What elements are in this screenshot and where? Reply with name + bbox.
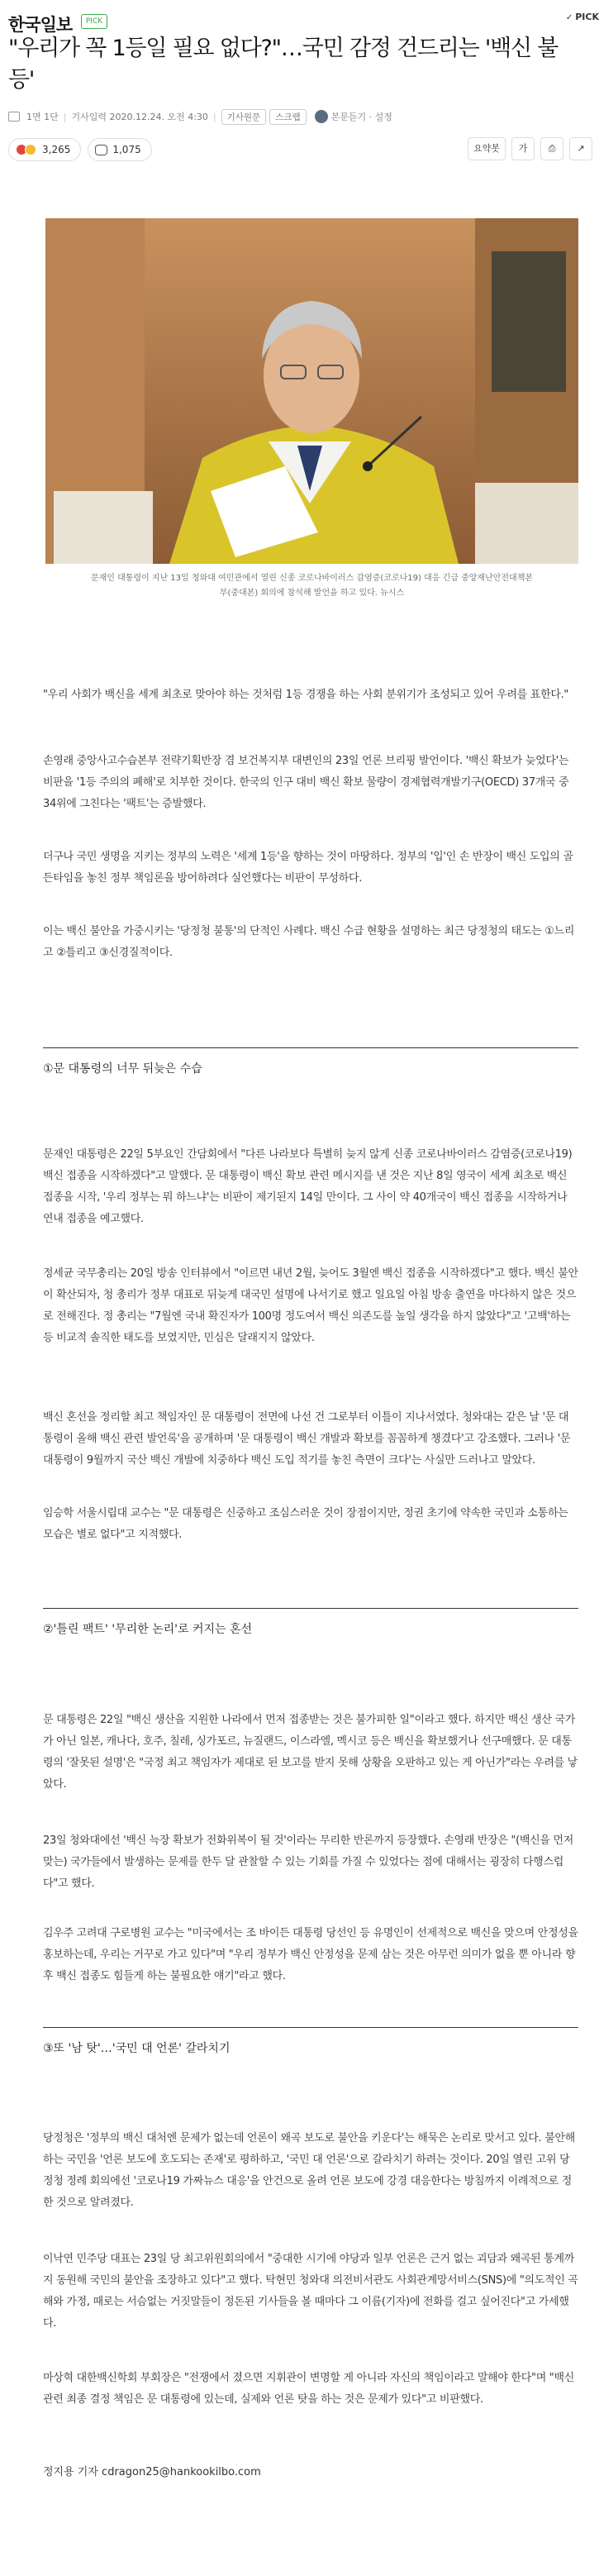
paragraph: 손영래 중앙사고수습본부 전략기획반장 겸 보건복지부 대변인의 23일 언론 브리핑 발언이다. '백신 확보가 늦었다'는 비판을 '1등 주의의 폐해'로 치부한 것이다. 한국의 인구 대비 백신 확보 물량이 경제협력개발기구(OECD) 37개국 중 34위에 그친다는 '팩트'는 증발했다. — [43, 755, 569, 810]
president-photo-illustration — [45, 218, 578, 564]
original-article-button[interactable]: 기사원문 — [221, 109, 267, 125]
paragraph: "우리 사회가 백신을 세계 최초로 맞아야 하는 것처럼 1등 경쟁을 하는 사회 분위기가 조성되고 있어 우려를 표한다." — [43, 689, 569, 701]
reporter-byline[interactable]: 정지용 기자 cdragon25@hankookilbo.com — [43, 2466, 261, 2478]
reaction-button[interactable] — [8, 138, 81, 161]
article-photo — [45, 218, 578, 564]
comment-icon — [95, 145, 107, 155]
listen-button[interactable]: 본문듣기 · 설정 — [330, 112, 392, 122]
font-size-button[interactable]: 가 — [511, 137, 535, 160]
paragraph: 이낙연 민주당 대표는 23일 당 최고위원회의에서 "중대한 시기에 야당과 일부 언론은 근거 없는 괴담과 왜곡된 통계까지 동원해 국민의 불안을 조장하고 있다"고 했다. 탁현민 청와대 의전비서관도 사회관계망서비스(SNS)에 "의도적인 곡해와 가정, 때로는 서슴없는 거짓말들이 정돈된 기사들을 볼 때마다 그 이름(기자)에 전화를 걸고 싶어진다"고 가세했다. — [43, 2253, 578, 2330]
scrap-button[interactable]: 스크랩 — [269, 109, 306, 125]
pick-text: PICK — [575, 12, 599, 22]
photo-caption — [45, 571, 578, 601]
caption-line-2: 부(중대본) 회의에 참석해 발언을 하고 있다. 뉴시스 — [219, 589, 405, 598]
paragraph: 마상혁 대한백신학회 부회장은 "전쟁에서 졌으면 지휘관이 변명할 게 아니라 자신의 책임이라고 말해야 한다"며 "백신 관련 최종 결정 책임은 문 대통령에 있는데, 실제와 언론 탓을 하는 것은 문제가 있다"고 비판했다. — [43, 2372, 574, 2406]
pick-badge-icon: PICK — [81, 14, 107, 29]
section-divider — [43, 2027, 578, 2028]
paragraph: 이는 백신 불안을 가중시키는 '당정청 불통'의 단적인 사례다. 백신 수급 현황을 설명하는 최근 당정청의 태도는 ①느리고 ②틀리고 ③신경질적이다. — [43, 925, 575, 959]
paragraph: 정세균 국무총리는 20일 방송 인터뷰에서 "이르면 내년 2월, 늦어도 3월엔 백신 접종을 시작하겠다"고 했다. 백신 불안이 확산되자, 청 총리가 정부 대표로 뒤늦게 대국민 설명에 나서기로 했고 일요일 아침 방송 출연을 마다하지 않은 것으로 전해진다. 정 총리는 "7월엔 국내 확진자가 100명 정도여서 백신 의존도를 높일 생각을 하지 않았다"고 '고백'하는 등 비교적 솔직한 태도를 보였지만, 민심은 달래지지 않았다. — [43, 1267, 578, 1344]
paragraph: 임승학 서울시립대 교수는 "문 대통령은 신중하고 조심스러운 것이 장점이지만, 정권 초기에 약속한 국민과 소통하는 모습은 별로 없다"고 지적했다. — [43, 1507, 568, 1541]
section-heading: ②'틀린 팩트' '무리한 논리'로 커지는 혼선 — [43, 1623, 253, 1636]
paragraph: 문재인 대통령은 22일 5부요인 간담회에서 "다른 나라보다 특별히 늦지 않게 신종 코로나바이러스 감염증(코로나19) 백신 접종을 시작하겠다"고 말했다. 문 대통령이 백신 확보 관련 메시지를 낸 것은 지난 8일 영국이 세계 최초로 백신 접종을 시작, '우리 정부는 뭐 하느냐'는 비판이 제기된지 14일 만이다. 그 사이 약 40개국이 백신 접종을 시작하거나 연내 접종을 예고했다. — [43, 1148, 573, 1225]
print-button[interactable]: ⎙ — [540, 137, 563, 160]
title-line-2: 등' — [8, 67, 35, 93]
comment-count: 1,075 — [112, 144, 141, 155]
publish-date: 기사입력 2020.12.24. 오전 4:30 — [71, 112, 208, 122]
section-divider — [43, 1047, 578, 1048]
paragraph: 더구나 국민 생명을 지키는 정부의 노력은 '세계 1등'을 향하는 것이 마땅하다. 정부의 '입'인 손 반장이 백신 도입의 골든타임을 놓친 정부 책임론을 방어하려다 실언했다는 비판이 무성하다. — [43, 851, 573, 885]
newspaper-icon — [8, 112, 20, 122]
section-heading: ①문 대통령의 너무 뒤늦은 수습 — [43, 1062, 202, 1076]
summary-bot-button[interactable]: 요약봇 — [468, 137, 506, 160]
reaction-bar — [8, 137, 159, 162]
title-line-1: "우리가 꼭 1등일 필요 없다?"…국민 감정 건드리는 '백신 불 — [8, 36, 559, 61]
article-header — [0, 0, 599, 116]
paragraph: 김우주 고려대 구로병원 교수는 "미국에서는 조 바이든 대통령 당선인 등 유명인이 선제적으로 백신을 맞으며 안정성을 홍보하는데, 우리는 거꾸로 가고 있다"며 "우리 정부가 백신 안정성을 문제 삼는 것은 아무런 의미가 없을 뿐 아니라 향후 백신 접종도 힘들게 하는 불필요한 얘기"라고 했다. — [43, 1927, 578, 1982]
section-heading: ③또 '남 탓'…'국민 대 언론' 갈라치기 — [43, 2042, 231, 2055]
speaker-icon — [315, 110, 328, 123]
article-meta — [8, 108, 392, 125]
caption-line-1: 문재인 대통령이 지난 13일 청와대 여민관에서 열린 신종 코로나바이러스 감염증(코로나19) 대응 긴급 중앙재난안전대책본 — [90, 574, 534, 583]
pick-label[interactable] — [566, 12, 599, 22]
paragraph: 문 대통령은 22일 "백신 생산을 지원한 나라에서 먼저 접종받는 것은 불가피한 일"이라고 했다. 하지만 백신 생산 국가가 아닌 일본, 캐나다, 호주, 칠레, 싱가포르, 뉴질랜드, 이스라엘, 멕시코 등은 백신을 확보했거나 선구매했다. 문 대통령의 '잘못된 설명'은 "국정 최고 책임자가 제대로 된 보고를 받지 못해 상황을 오판하고 있는 게 아닌가"라는 우려를 낳았다. — [43, 1714, 578, 1791]
chevron-icon: ✓ — [565, 13, 573, 22]
paragraph: 23일 청와대에선 '백신 늑장 확보가 전화위복이 될 것'이라는 무리한 반론까지 등장했다. 손영래 반장은 "(백신을 먼저 맞는) 국가들에서 발생하는 문제를 한두 달 관찰할 수 있는 기회를 가질 수 있었다는 점에 대해서는 굉장히 다행스럽다"고 했다. — [43, 1834, 574, 1890]
section-divider — [43, 1608, 578, 1609]
smile-emoji-icon — [25, 144, 36, 155]
press-logo[interactable]: 한국일보 — [8, 14, 73, 35]
paragraph: 당정청은 '정부의 백신 대처엔 문제가 없는데 언론이 왜곡 보도로 불안을 키운다'는 해묵은 논리로 맞서고 있다. 불안해하는 국민을 '언론 보도에 호도되는 존재'로 평하하고, '국민 대 언론'으로 갈라치기 하려는 것이다. 20일 열린 고위 당정청 정례 회의에선 '코로나19 가짜뉴스 대응'을 안건으로 올려 언론 보도에 강경 대응한다는 방침까지 이례적으로 정한 것으로 알려졌다. — [43, 2132, 575, 2209]
page-position: 1면 1단 — [26, 112, 59, 122]
page-title — [8, 33, 597, 96]
comment-button[interactable] — [88, 138, 151, 161]
share-button[interactable]: ↗ — [569, 137, 592, 160]
reaction-count: 3,265 — [42, 144, 71, 155]
paragraph: 백신 혼선을 정리할 최고 책임자인 문 대통령이 전면에 나선 건 그로부터 이틀이 지나서였다. 청와대는 같은 날 '문 대통령이 올해 백신 관련 발언록'을 공개하며 '문 대통령이 백신 개발과 확보를 꼼꼼하게 챙겼다'고 강조했다. 그러나 '문 대통령이 9월까지 국산 백신 개발에 치중하다 백신 도입 적기를 놓친 측면이 크다'는 사실만 드러나고 말았다. — [43, 1411, 571, 1467]
divider: | — [212, 111, 216, 122]
article-tools — [462, 137, 592, 160]
divider: | — [63, 111, 67, 122]
